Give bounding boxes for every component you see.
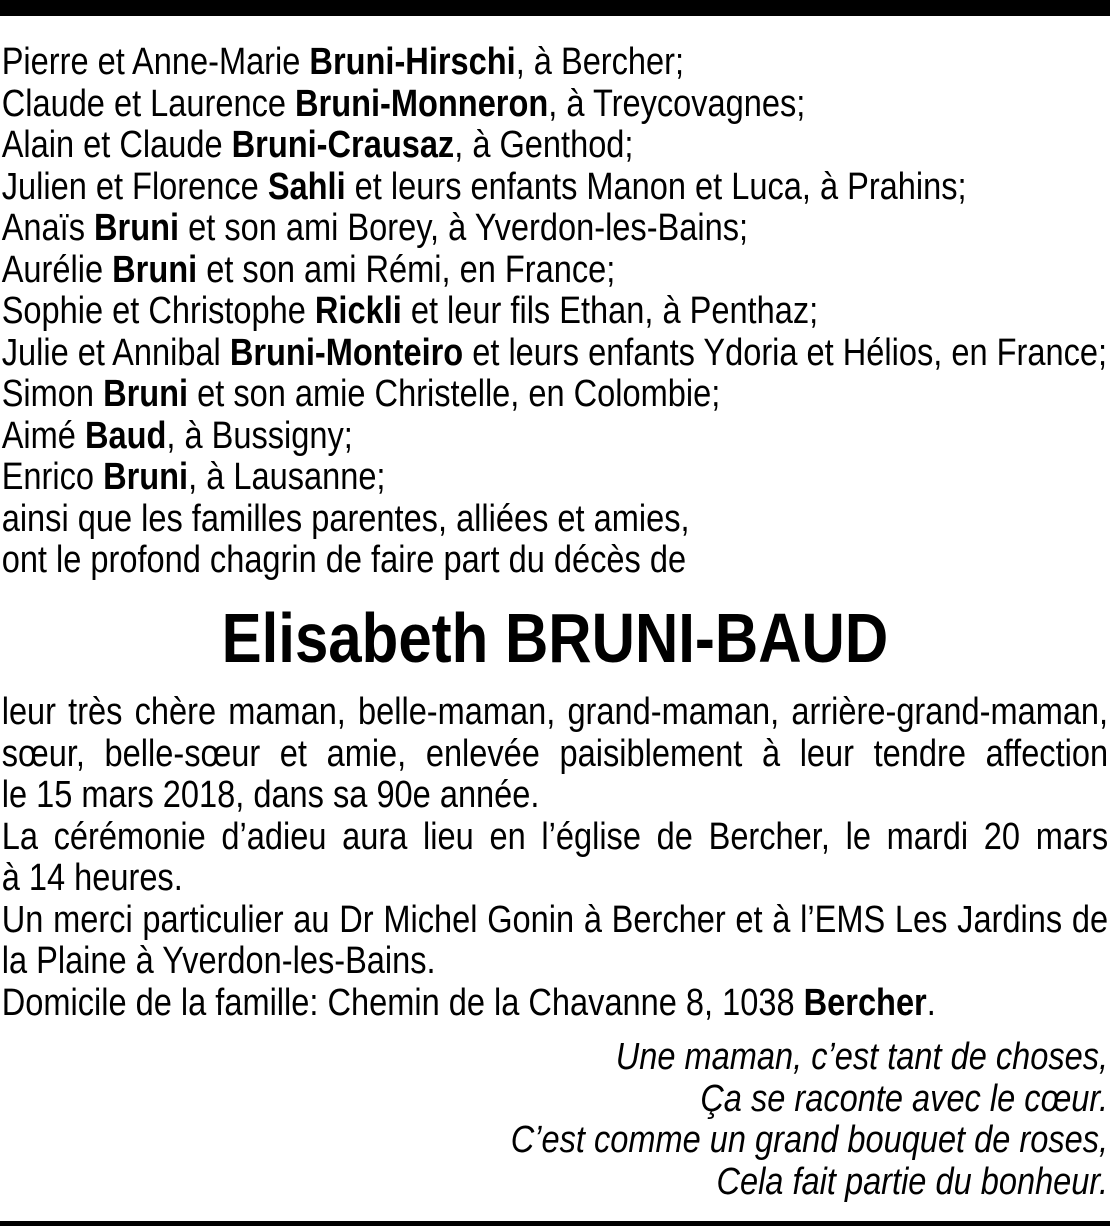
ceremony-line: La cérémonie d’adieu aura lieu en l’église de Bercher, le mardi 20 mars <box>1 815 1109 858</box>
family-line <box>2 42 1108 84</box>
poem-line: Ça se raconte avec le cœur. <box>700 1077 1109 1120</box>
family-line-text: , à Treycovagnes; <box>548 82 806 125</box>
family-line <box>2 416 1108 458</box>
family-line-text: Aimé <box>1 414 85 457</box>
family-line-text: Anaïs <box>1 207 95 249</box>
family-line <box>2 250 1108 292</box>
domicile-text: Domicile de la famille: Chemin de la Chavanne 8, 1038 <box>1 981 804 1024</box>
family-line-text: et leur fils Ethan, à Penthaz; <box>401 290 819 332</box>
family-line-text: Sophie et Christophe <box>1 290 315 332</box>
tribute-line: sœur, belle-sœur et amie, enlevée paisiblement à leur tendre affection <box>1 732 1109 775</box>
family-line-text: , à Lausanne; <box>188 456 386 498</box>
family-surname: Rickli <box>314 290 402 332</box>
thanks-line: Un merci particulier au Dr Michel Gonin à Bercher et à l’EMS Les Jardins de <box>1 898 1109 941</box>
family-line-text: , à Genthod; <box>454 124 634 166</box>
family-line-text: et son amie Christelle, en Colombie; <box>188 373 721 415</box>
poem-line: C’est comme un grand bouquet de roses, <box>510 1119 1109 1161</box>
family-surname: Bruni <box>103 373 189 415</box>
domicile-line <box>2 983 1108 1025</box>
family-line <box>2 167 1108 209</box>
family-surname: Bruni-Hirschi <box>309 41 516 83</box>
family-line-text: , à Bussigny; <box>166 414 353 457</box>
family-line <box>2 125 1108 167</box>
family-line <box>2 84 1108 126</box>
family-line-text: Enrico <box>1 456 104 498</box>
family-line-text: Aurélie <box>1 248 113 291</box>
family-surname: Bruni-Monneron <box>295 82 549 125</box>
family-line-text: et son ami Borey, à Yverdon-les-Bains; <box>179 207 749 249</box>
family-surname: Bruni-Monteiro <box>229 331 464 374</box>
family-line-text: , à Bercher; <box>515 41 685 83</box>
deceased-name: Elisabeth BRUNI-BAUD <box>221 599 889 677</box>
family-surname: Bruni <box>112 248 198 291</box>
closing-line: ont le profond chagrin de faire part du décès de <box>1 539 687 581</box>
family-line-text: et leurs enfants Manon et Luca, à Prahins; <box>345 165 967 208</box>
domicile-text: . <box>926 981 936 1024</box>
tribute-line: leur très chère maman, belle-maman, grand-maman, arrière-grand-maman, <box>1 691 1109 733</box>
bottom-rule <box>0 1221 1110 1226</box>
poem <box>0 1037 1110 1203</box>
family-line <box>2 374 1108 416</box>
family-list <box>0 42 1110 582</box>
family-line-text: Alain et Claude <box>1 124 232 166</box>
family-line-text: Claude et Laurence <box>1 82 296 125</box>
family-surname: Sahli <box>267 165 346 208</box>
ceremony-line: à 14 heures. <box>1 857 183 899</box>
domicile-town: Bercher <box>803 981 927 1024</box>
closing-line: ainsi que les familles parentes, alliées et amies, <box>1 497 690 540</box>
family-line <box>2 291 1108 333</box>
family-surname: Baud <box>84 414 167 457</box>
family-line-text: Simon <box>1 373 104 415</box>
family-line <box>2 457 1108 499</box>
poem-line: Cela fait partie du bonheur. <box>716 1160 1109 1203</box>
family-line-text: Julien et Florence <box>1 165 268 208</box>
family-line-text: Pierre et Anne-Marie <box>1 41 310 83</box>
poem-line: Une maman, c’est tant de choses, <box>615 1036 1109 1078</box>
family-surname: Bruni <box>94 207 180 249</box>
family-line-text: et leurs enfants Ydoria et Hélios, en France; <box>463 331 1108 374</box>
family-line-text: Julie et Annibal <box>1 331 230 374</box>
family-surname: Bruni <box>103 456 189 498</box>
family-surname: Bruni-Crausaz <box>231 124 455 166</box>
family-line <box>2 208 1108 250</box>
family-line <box>2 333 1108 375</box>
tribute-text <box>0 692 1110 1024</box>
tribute-line: le 15 mars 2018, dans sa 90e année. <box>1 774 540 816</box>
thanks-line: la Plaine à Yverdon-les-Bains. <box>1 940 436 982</box>
family-line-text: et son ami Rémi, en France; <box>197 248 616 291</box>
